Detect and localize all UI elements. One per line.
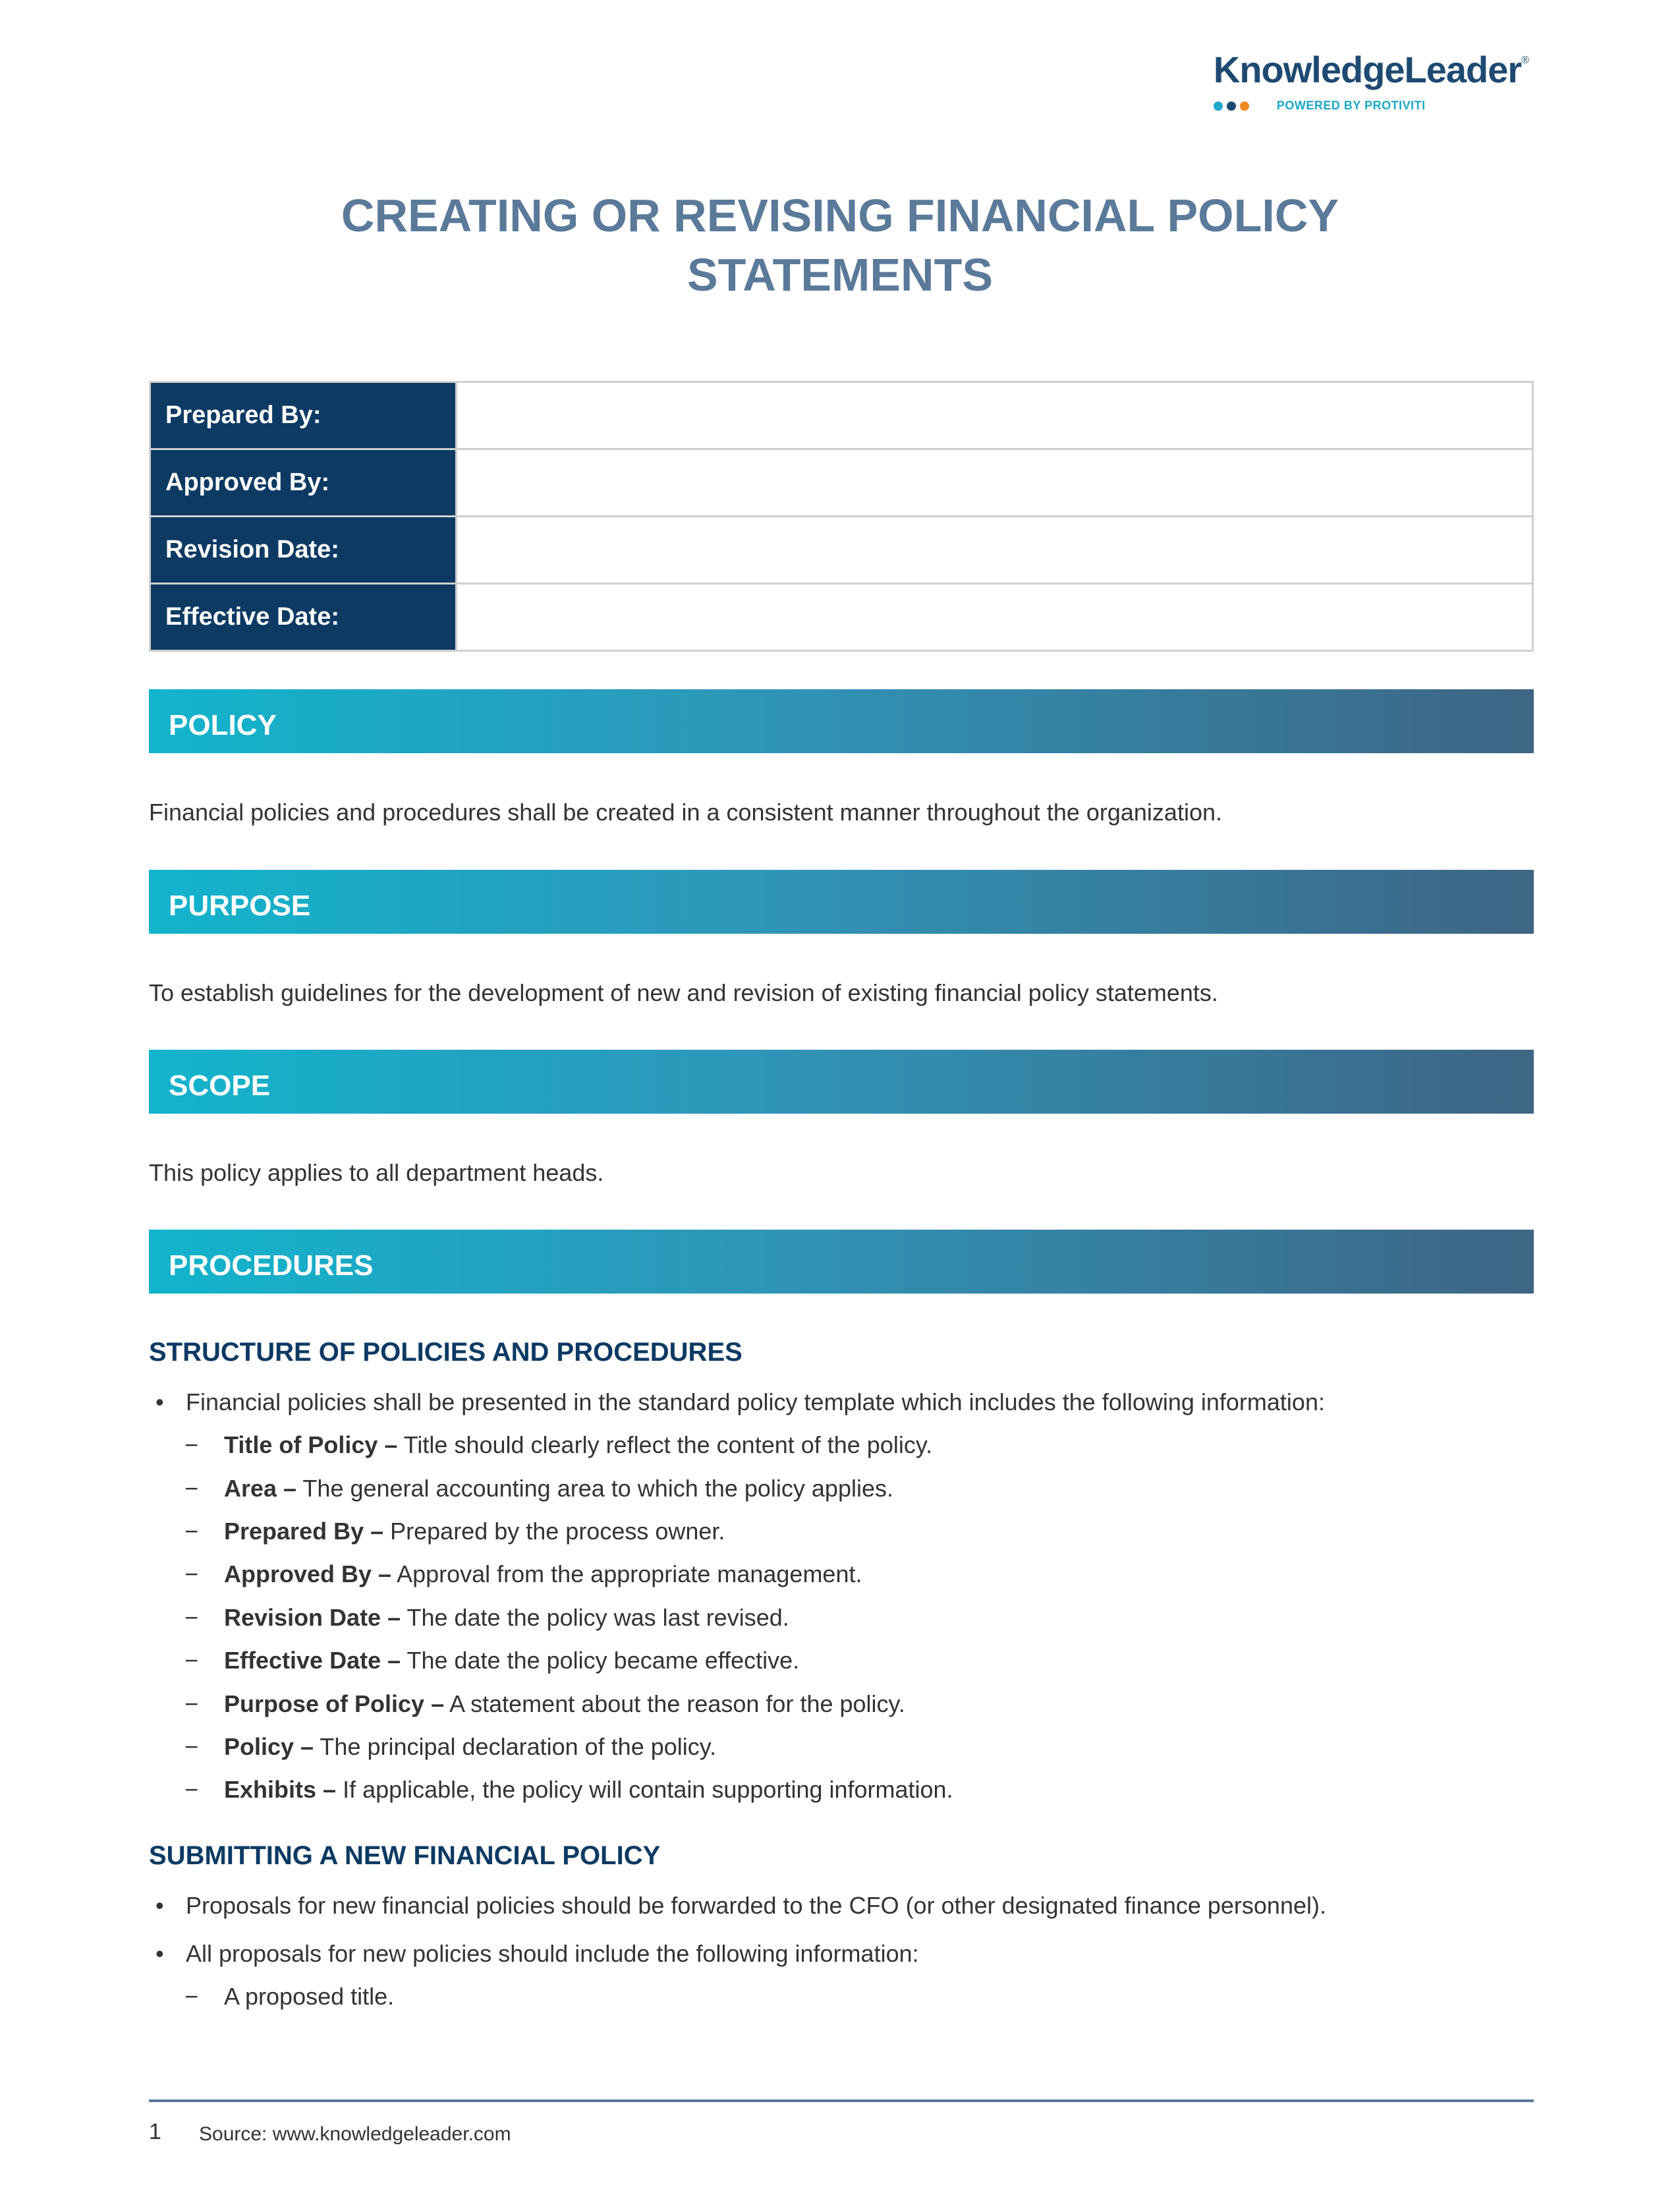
- list-item: [184, 1475, 893, 1502]
- list-item: [184, 1647, 799, 1674]
- list-item: [155, 1892, 1326, 1920]
- dash-marker: −: [184, 1431, 199, 1458]
- item-desc: The principal declaration of the policy.: [314, 1733, 717, 1760]
- submitting-bullet-text: Proposals for new financial policies should be forwarded to the CFO (or other designated finance personnel).: [186, 1892, 1326, 1919]
- approved-by-field[interactable]: [457, 449, 1533, 517]
- submitting-heading: SUBMITTING A NEW FINANCIAL POLICY: [149, 1841, 661, 1870]
- item-term: Revision Date –: [224, 1604, 401, 1631]
- item-term: Effective Date –: [224, 1647, 401, 1674]
- list-item: [184, 1518, 725, 1545]
- document-title-line2: STATEMENTS: [686, 249, 994, 300]
- document-title-line1: CREATING OR REVISING FINANCIAL POLICY: [341, 190, 1339, 241]
- table-row: [150, 382, 1533, 449]
- prepared-by-field[interactable]: [457, 382, 1533, 449]
- effective-date-label: Effective Date:: [150, 584, 457, 651]
- list-item: [155, 1388, 1325, 1416]
- brand-dots-icon: [1214, 101, 1249, 111]
- table-row: [150, 584, 1533, 651]
- section-heading-purpose: PURPOSE: [149, 870, 1534, 934]
- brand-dot-orange: [1240, 101, 1249, 111]
- section-heading-scope: SCOPE: [149, 1050, 1534, 1114]
- table-row: [150, 449, 1533, 517]
- list-item: [184, 1690, 905, 1718]
- list-item: [184, 1560, 862, 1588]
- item-desc: Title should clearly reflect the content of the policy.: [397, 1431, 933, 1458]
- dash-marker: −: [184, 1983, 199, 2010]
- item-desc: A statement about the reason for the policy.: [444, 1690, 905, 1717]
- dash-marker: −: [184, 1475, 199, 1502]
- structure-bullet-text: Financial policies shall be presented in the standard policy template which includes the following information:: [186, 1388, 1325, 1415]
- document-info-table: [149, 381, 1534, 652]
- brand-logo: [1214, 51, 1528, 113]
- prepared-by-label: Prepared By:: [150, 382, 457, 449]
- revision-date-label: Revision Date:: [150, 517, 457, 584]
- item-desc: If applicable, the policy will contain supporting information.: [336, 1776, 953, 1803]
- brand-dot-navy: [1227, 101, 1236, 111]
- item-term: Area –: [224, 1475, 297, 1502]
- revision-date-field[interactable]: [457, 517, 1533, 584]
- dash-marker: −: [184, 1776, 199, 1803]
- dash-marker: −: [184, 1518, 199, 1545]
- dash-marker: −: [184, 1560, 199, 1587]
- brand-tagline: POWERED BY PROTIVITI: [1276, 99, 1426, 112]
- document-title: [0, 186, 1680, 304]
- effective-date-field[interactable]: [457, 584, 1533, 651]
- item-desc: The general accounting area to which the policy applies.: [296, 1475, 893, 1502]
- scope-text: This policy applies to all department heads.: [149, 1159, 604, 1186]
- submitting-sub-item: A proposed title.: [224, 1983, 395, 2010]
- list-item: [184, 1604, 789, 1632]
- table-row: [150, 517, 1533, 584]
- brand-tagline-row: [1214, 99, 1528, 113]
- trademark-symbol: ®: [1521, 55, 1528, 66]
- list-item: [184, 1431, 932, 1459]
- approved-by-label: Approved By:: [150, 449, 457, 517]
- item-term: Purpose of Policy –: [224, 1690, 445, 1717]
- list-item: [155, 1940, 919, 1968]
- bullet-marker: •: [155, 1892, 164, 1919]
- footer-divider: [149, 2099, 1534, 2102]
- section-heading-policy: POLICY: [149, 689, 1534, 753]
- structure-heading: STRUCTURE OF POLICIES AND PROCEDURES: [149, 1338, 742, 1367]
- brand-dot-teal: [1214, 101, 1223, 111]
- brand-name: KnowledgeLeader®: [1213, 49, 1528, 90]
- item-desc: The date the policy was last revised.: [401, 1604, 789, 1631]
- item-term: Approved By –: [224, 1560, 392, 1587]
- bullet-marker: •: [155, 1940, 164, 1967]
- bullet-marker: •: [155, 1388, 164, 1415]
- dash-marker: −: [184, 1733, 199, 1760]
- page-number: 1: [149, 2119, 161, 2144]
- source-text: Source: www.knowledgeleader.com: [199, 2123, 511, 2145]
- dash-marker: −: [184, 1604, 199, 1631]
- submitting-bullet-text: All proposals for new policies should include the following information:: [186, 1940, 919, 1967]
- item-desc: The date the policy became effective.: [401, 1647, 800, 1674]
- item-term: Title of Policy –: [224, 1431, 398, 1458]
- item-term: Exhibits –: [224, 1776, 337, 1803]
- list-item: [184, 1733, 716, 1761]
- list-item: [184, 1983, 394, 2011]
- item-desc: Prepared by the process owner.: [383, 1518, 725, 1545]
- dash-marker: −: [184, 1647, 199, 1674]
- dash-marker: −: [184, 1690, 199, 1717]
- section-heading-procedures: PROCEDURES: [149, 1230, 1534, 1294]
- purpose-text: To establish guidelines for the development of new and revision of existing financial policy statements.: [149, 979, 1218, 1006]
- item-desc: Approval from the appropriate management.: [391, 1560, 862, 1587]
- item-term: Policy –: [224, 1733, 314, 1760]
- list-item: [184, 1776, 953, 1804]
- policy-text: Financial policies and procedures shall be created in a consistent manner throughout the organization.: [149, 799, 1222, 826]
- item-term: Prepared By –: [224, 1518, 384, 1545]
